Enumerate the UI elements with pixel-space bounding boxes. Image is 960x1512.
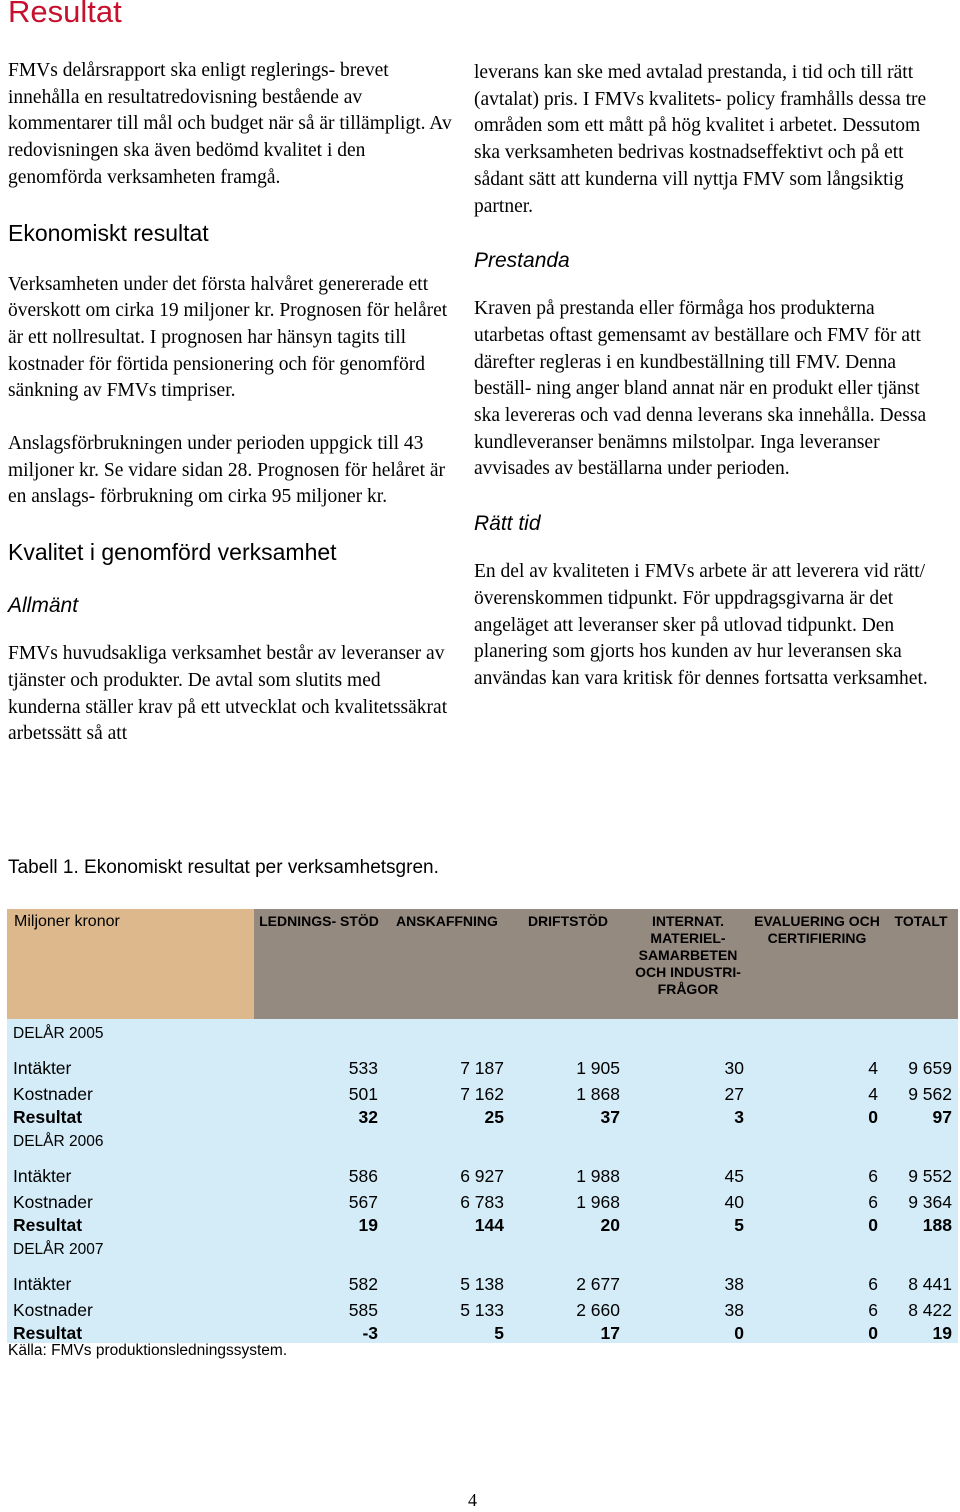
table-cell: 5 xyxy=(384,1323,510,1343)
period-label: DELÅR 2005 xyxy=(7,1019,958,1049)
row-label: Resultat xyxy=(7,1215,254,1235)
col-header-driftstod: DRIFTSTÖD xyxy=(510,909,626,1019)
table-cell: 19 xyxy=(884,1323,958,1343)
table-cell: 4 xyxy=(750,1081,884,1107)
table-cell: 2 677 xyxy=(510,1271,626,1297)
table-source-note: Källa: FMVs produktionsledningssystem. xyxy=(8,1342,288,1359)
ratt-tid-paragraph: En del av kvaliteten i FMVs arbete är att leverera vid rätt/överenskommen tidpunkt. För uppdragsgivarna är det angeläget att leveranser sker på utlovad tidpunkt. Den planering som gjorts hos kunden av hur leveransen ska användas kan vara kritisk för dennes fortsatta verksamhet. xyxy=(474,561,928,689)
table-cell: 0 xyxy=(750,1323,884,1343)
table-cell: 144 xyxy=(384,1215,510,1235)
col-header-anskaffning: ANSKAFFNING xyxy=(384,909,510,1019)
table-cell: 8 441 xyxy=(884,1271,958,1297)
allmant-heading: Allmänt xyxy=(8,594,79,618)
table-cell: 0 xyxy=(626,1323,750,1343)
table-cell: 585 xyxy=(254,1297,384,1323)
table-cell: 4 xyxy=(750,1055,884,1081)
table-row xyxy=(7,1271,958,1297)
row-label: Kostnader xyxy=(7,1297,254,1323)
col-header-evaluering: EVALUERING OCH CERTIFIERING xyxy=(750,909,884,1019)
table-cell: 30 xyxy=(626,1055,750,1081)
table-cell: 5 133 xyxy=(384,1297,510,1323)
row-label: Intäkter xyxy=(7,1271,254,1297)
right-column xyxy=(474,60,944,693)
continuation-paragraph: leverans kan ske med avtalad prestanda, i tid och till rätt (avtalat) pris. I FMVs kvalitets- policy framhålls dessa tre områden som ett mått på hög kvalitet i arbetet. Dessutom ska verksamheten bedrivas kostnadseffektivt och på ett sådant sätt att kunderna vill nyttja FMV som långsiktig partner. xyxy=(474,62,927,217)
table-header-row xyxy=(7,909,958,1019)
table-cell: 9 552 xyxy=(884,1163,958,1189)
table-cell: 9 562 xyxy=(884,1081,958,1107)
table-cell: -3 xyxy=(254,1323,384,1343)
intro-paragraph: FMVs delårsrapport ska enligt reglerings- brevet innehålla en resultatredovisning bestående av kommentarer till mål och budget när så är tillämpligt. Av redovisningen ska även bedömd kvalitet i den genomförda verksamheten framgå. xyxy=(8,60,452,188)
table-cell: 8 422 xyxy=(884,1297,958,1323)
row-label: Kostnader xyxy=(7,1081,254,1107)
col-header-ledningsstod: LEDNINGS- STÖD xyxy=(254,909,384,1019)
table-row xyxy=(7,1323,958,1343)
table-cell: 19 xyxy=(254,1215,384,1235)
table-cell: 1 968 xyxy=(510,1189,626,1215)
table-cell: 5 138 xyxy=(384,1271,510,1297)
row-label: Intäkter xyxy=(7,1163,254,1189)
allmant-paragraph: FMVs huvudsakliga verksamhet består av leveranser av tjänster och produkter. De avtal som slutits med kunderna ställer krav på ett utvecklat och kvalitetssäkrat arbetssätt så att xyxy=(8,643,448,745)
table-cell: 3 xyxy=(626,1107,750,1127)
period-row-2007 xyxy=(7,1235,958,1265)
row-label: Resultat xyxy=(7,1107,254,1127)
table-cell: 6 783 xyxy=(384,1189,510,1215)
table-cell: 6 927 xyxy=(384,1163,510,1189)
table-row xyxy=(7,1081,958,1107)
period-label: DELÅR 2007 xyxy=(7,1235,958,1265)
result-table xyxy=(7,909,958,1343)
left-column xyxy=(8,58,458,748)
table-row xyxy=(7,1297,958,1323)
table-cell: 20 xyxy=(510,1215,626,1235)
table-cell: 582 xyxy=(254,1271,384,1297)
table-cell: 567 xyxy=(254,1189,384,1215)
table-row xyxy=(7,1055,958,1081)
table-cell: 586 xyxy=(254,1163,384,1189)
page-number: 4 xyxy=(468,1490,477,1510)
table-cell: 0 xyxy=(750,1107,884,1127)
table-cell: 9 364 xyxy=(884,1189,958,1215)
ekonomiskt-resultat-heading: Ekonomiskt resultat xyxy=(8,219,209,246)
table-cell: 6 xyxy=(750,1297,884,1323)
table-cell: 37 xyxy=(510,1107,626,1127)
table-cell: 188 xyxy=(884,1215,958,1235)
table-cell: 45 xyxy=(626,1163,750,1189)
table-cell: 38 xyxy=(626,1297,750,1323)
table-cell: 7 187 xyxy=(384,1055,510,1081)
col-header-totalt: TOTALT xyxy=(884,909,958,1019)
table-cell: 501 xyxy=(254,1081,384,1107)
table-cell: 533 xyxy=(254,1055,384,1081)
period-row-2005 xyxy=(7,1019,958,1049)
table-row xyxy=(7,1163,958,1189)
table-cell: 97 xyxy=(884,1107,958,1127)
period-row-2006 xyxy=(7,1127,958,1157)
col-header-internat: INTERNAT. MATERIEL- SAMARBETEN OCH INDUSTRI- FRÅGOR xyxy=(626,909,750,1019)
table-cell: 25 xyxy=(384,1107,510,1127)
table-corner-header: Miljoner kronor xyxy=(7,909,254,1019)
table-caption: Tabell 1. Ekonomiskt resultat per verksamhetsgren. xyxy=(8,857,439,878)
table-cell: 27 xyxy=(626,1081,750,1107)
table-cell: 6 xyxy=(750,1163,884,1189)
table-row xyxy=(7,1189,958,1215)
ekonomiskt-paragraph-2: Anslagsförbrukningen under perioden uppgick till 43 miljoner kr. Se vidare sidan 28. Prognosen för helåret är en anslags- förbrukning om cirka 95 miljoner kr. xyxy=(8,433,446,508)
period-label: DELÅR 2006 xyxy=(7,1127,958,1157)
row-label: Kostnader xyxy=(7,1189,254,1215)
table-cell: 9 659 xyxy=(884,1055,958,1081)
table-cell: 1 868 xyxy=(510,1081,626,1107)
prestanda-paragraph: Kraven på prestanda eller förmåga hos produkterna utarbetas oftast gemensamt av beställare och FMV för att därefter regleras i en kundbeställning till FMV. Denna beställ- ning anger bland annat när en produkt eller tjänst ska levereras och vad denna leverans ska innehålla. Dessa kundleveranser benämns milstolpar. Inga leveranser avvisades av beställarna under perioden. xyxy=(474,298,927,480)
table-cell: 38 xyxy=(626,1271,750,1297)
kvalitet-heading: Kvalitet i genomförd verksamhet xyxy=(8,539,337,566)
table-cell: 0 xyxy=(750,1215,884,1235)
table-cell: 2 660 xyxy=(510,1297,626,1323)
row-label: Intäkter xyxy=(7,1055,254,1081)
table-cell: 32 xyxy=(254,1107,384,1127)
ratt-tid-heading: Rätt tid xyxy=(474,512,541,536)
table-cell: 1 988 xyxy=(510,1163,626,1189)
ekonomiskt-paragraph-1: Verksamheten under det första halvåret genererade ett överskott om cirka 19 miljoner kr. Prognosen för helåret är ett nollresultat. I prognosen har hänsyn tagits till kostnader för förtida pensionering och för genomförd sänkning av FMVs timpriser. xyxy=(8,273,448,402)
table-cell: 6 xyxy=(750,1271,884,1297)
table-cell: 40 xyxy=(626,1189,750,1215)
table-cell: 7 162 xyxy=(384,1081,510,1107)
prestanda-heading: Prestanda xyxy=(474,249,570,273)
table-cell: 5 xyxy=(626,1215,750,1235)
table-cell: 1 905 xyxy=(510,1055,626,1081)
table-cell: 6 xyxy=(750,1189,884,1215)
table-cell: 17 xyxy=(510,1323,626,1343)
table-row xyxy=(7,1215,958,1235)
table-row xyxy=(7,1107,958,1127)
row-label: Resultat xyxy=(7,1323,254,1343)
page-title: Resultat xyxy=(8,0,122,29)
